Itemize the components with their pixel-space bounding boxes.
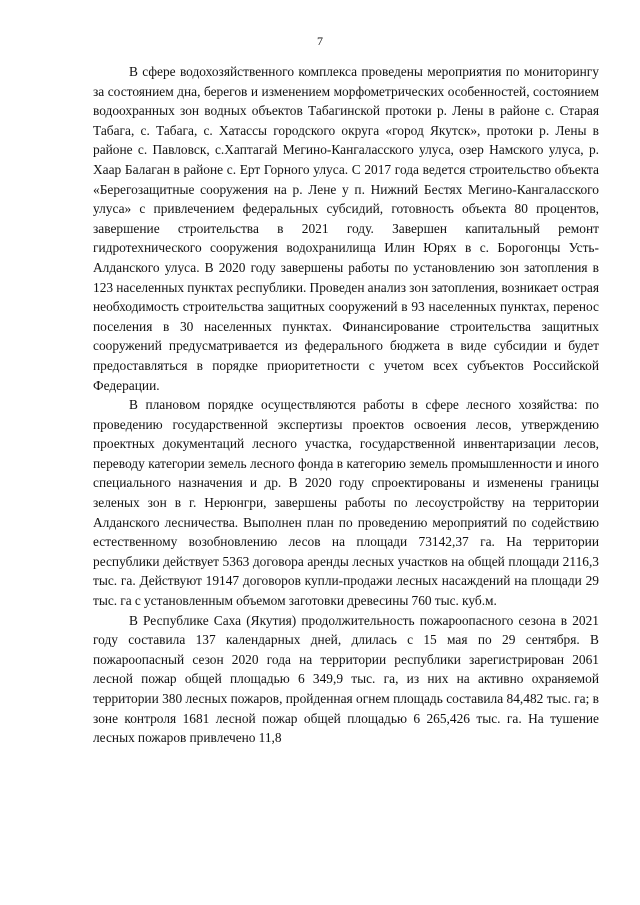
page-body xyxy=(93,62,599,748)
paragraph-water-management: В сфере водохозяйственного комплекса проведены мероприятия по мониторингу за состоянием дна, берегов и изменением морфометрических особенностей, состоянием водоохранных зон водных объектов Табагинской протоки р. Лены в районе с. Старая Табага, с. Табага, с. Хатассы городского округа «город Якутск», протоки р. Лены в районе с. Павловск, с.Хаптагай Мегино-Кангаласского улуса, озер Намского улуса, р. Хаар Балаган в районе с. Ерт Горного улуса. С 2017 года ведется строительство объекта «Берегозащитные сооружения на р. Лене у п. Нижний Бестях Мегино-Кангаласского улуса» с привлечением федеральных субсидий, готовность объекта 80 процентов, завершение строительства в 2021 году. Завершен капитальный ремонт гидротехнического сооружения водохранилища Илин Юрях в с. Борогонцы Усть-Алданского улуса. В 2020 году завершены работы по установлению зон затопления в 123 населенных пунктах республики. Проведен анализ зон затопления, возникает острая необходимость строительства защитных сооружений в 93 населенных пунктах, перенос поселения в 30 населенных пунктах. Финансирование строительства защитных сооружений предусматривается из федерального бюджета в виде субсидии и будет предоставляться в порядке приоритетности с учетом всех субъектов Российской Федерации. xyxy=(93,64,599,393)
page-number: 7 xyxy=(317,34,323,48)
paragraph-fire-season: В Республике Саха (Якутия) продолжительность пожароопасного сезона в 2021 году составила 137 календарных дней, длилась с 15 мая по 29 сентября. В пожароопасный сезон 2020 года на территории республики зарегистрирован 2061 лесной пожар общей площадью 6 349,9 тыс. га, из них на активно охраняемой территории 380 лесных пожаров, пройденная огнем площадь составила 84,482 тыс. га; в зоне контроля 1681 лесной пожар общей площадью 6 265,426 тыс. га. На тушение лесных пожаров привлечено 11,8 xyxy=(93,612,599,746)
paragraph-forestry: В плановом порядке осуществляются работы в сфере лесного хозяйства: по проведению государственной экспертизы проектов освоения лесов, утверждению проектных документаций лесного участка, государственной инвентаризации лесов, переводу категории земель лесного фонда в категорию земель промышленности и иного специального назначения и др. В 2020 году спроектированы и изменены границы зеленых зон в г. Нерюнгри, завершены работы по лесоустройству на территории Алданского лесничества. Выполнен план по проведению мероприятий по содействию естественному возобновлению лесов на площади 73142,37 га. На территории республики действует 5363 договора аренды лесных участков на общей площади 2116,3 тыс. га. Действуют 19147 договоров купли-продажи лесных насаждений на площади 29 тыс. га с установленным объемом заготовки древесины 760 тыс. куб.м. xyxy=(93,397,599,609)
